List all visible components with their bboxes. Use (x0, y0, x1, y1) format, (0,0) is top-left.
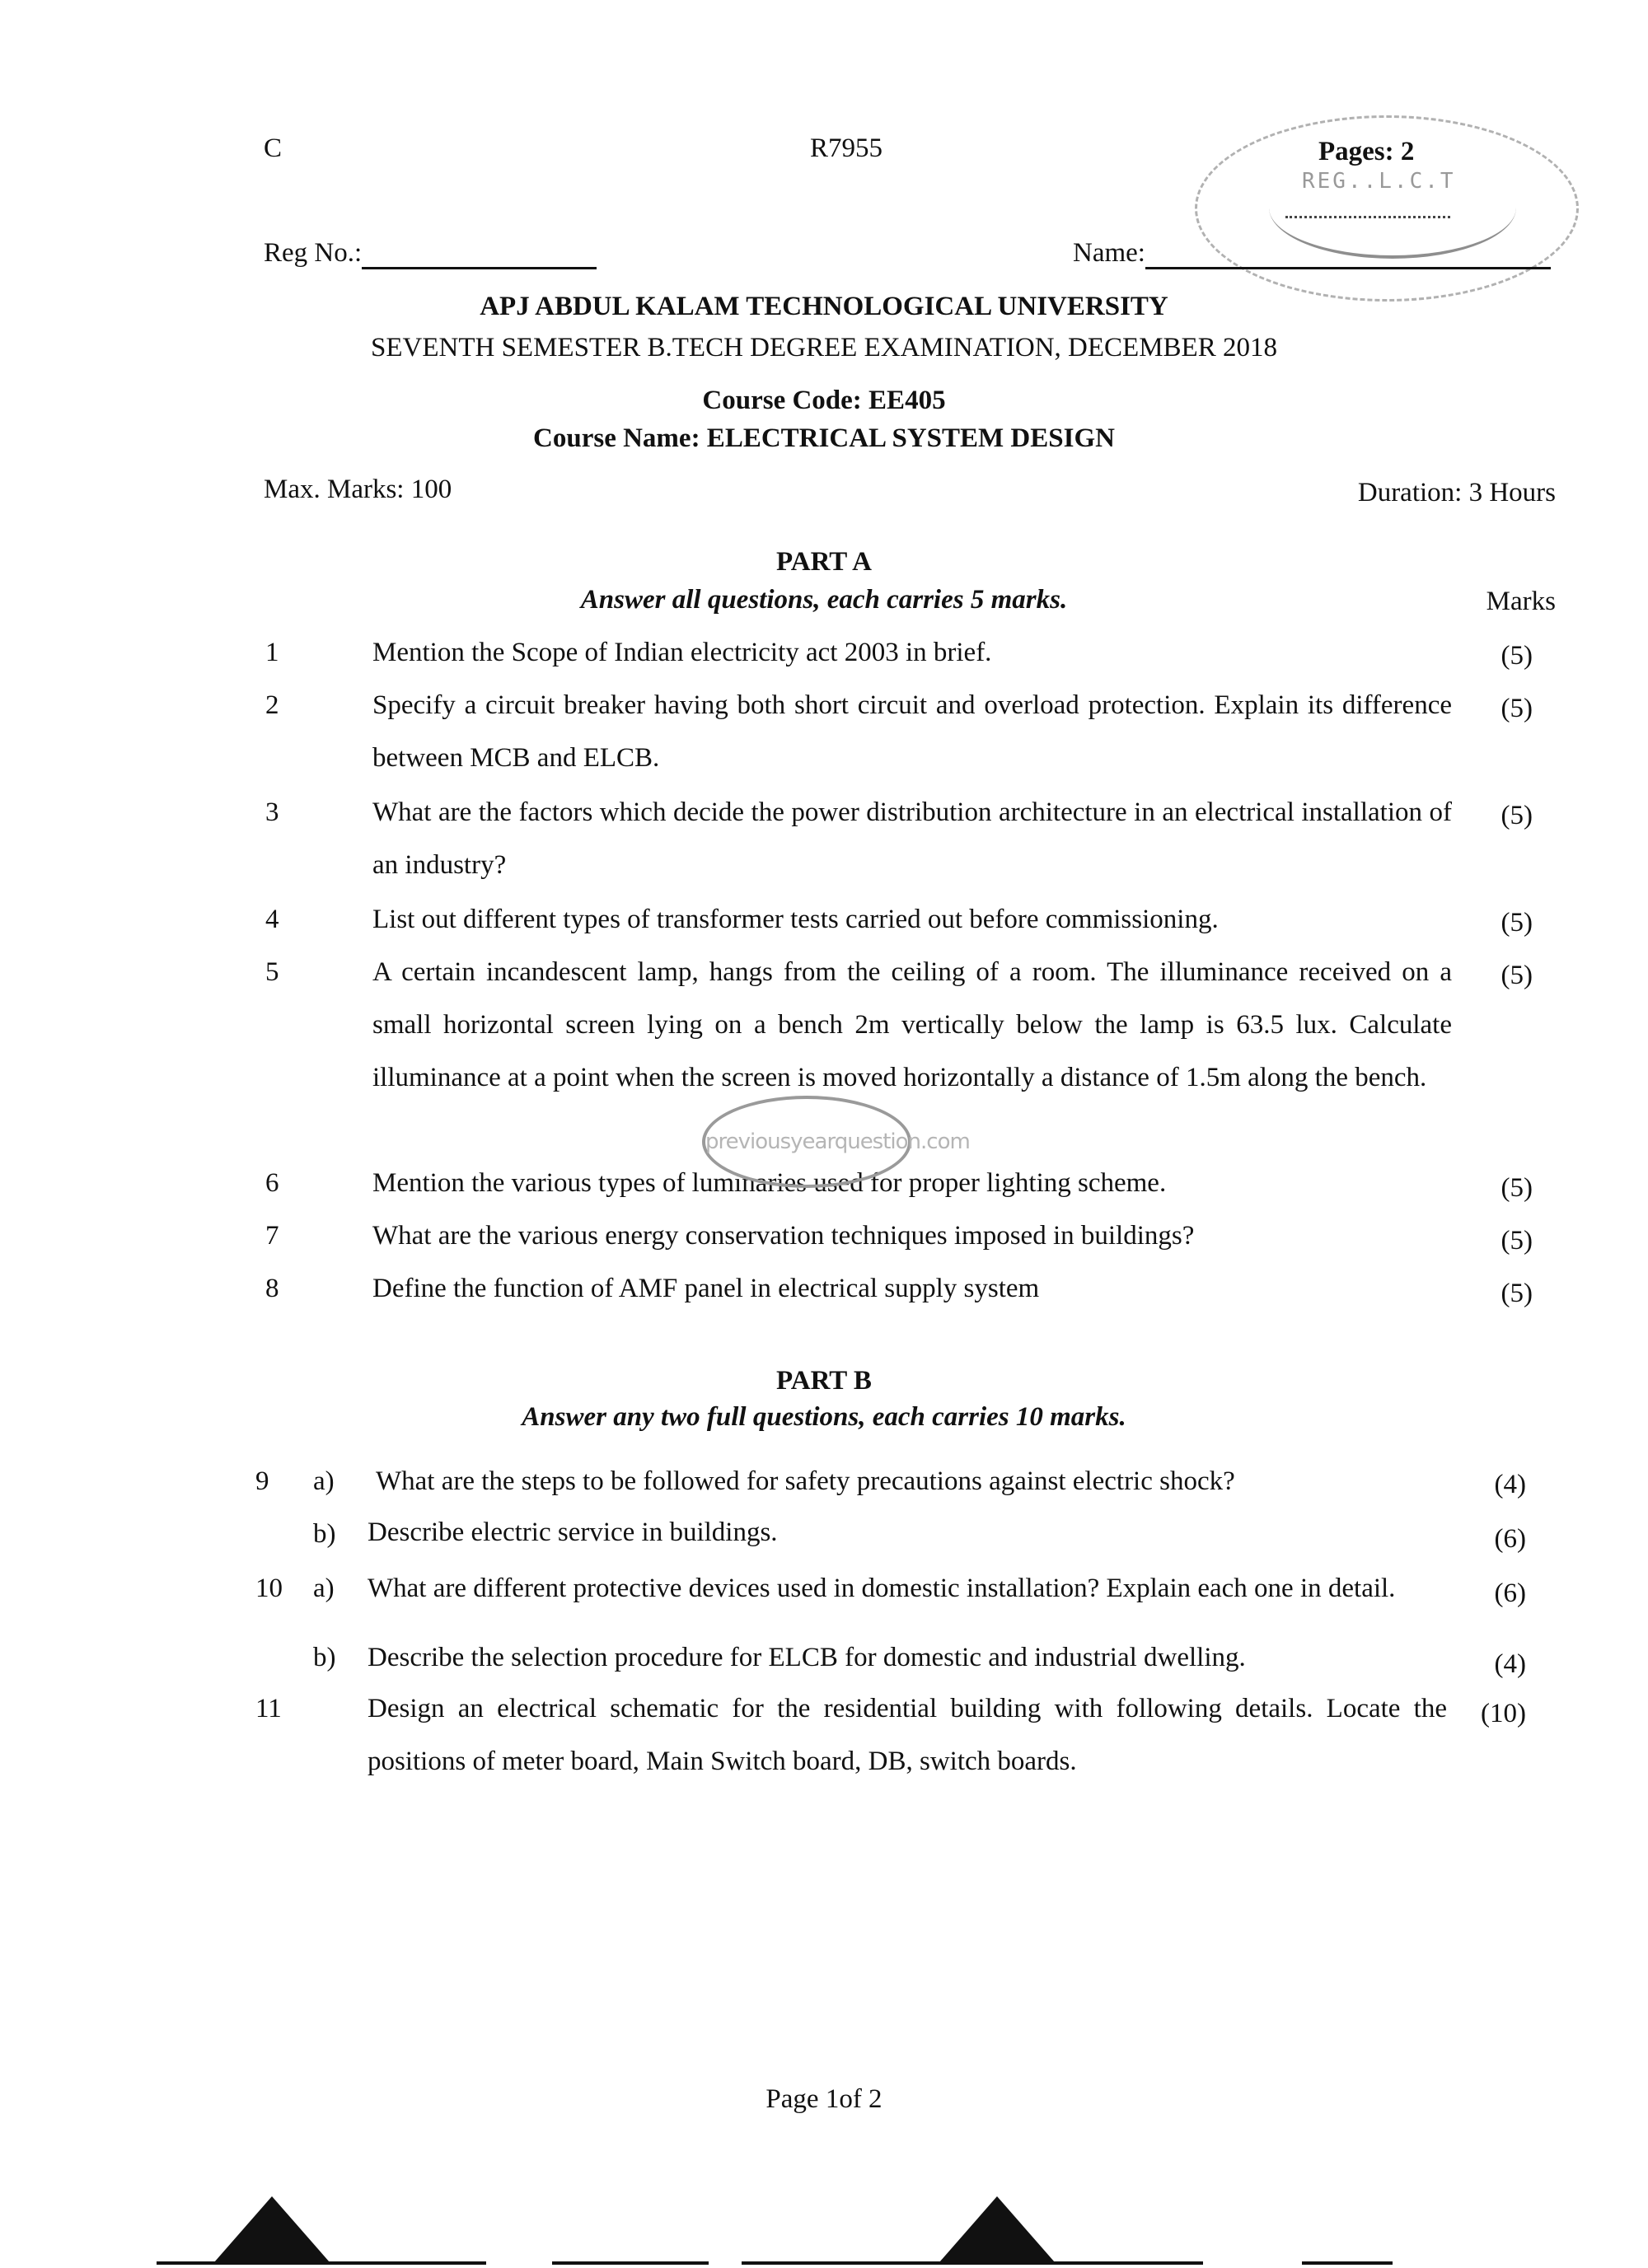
reg-no-field[interactable] (264, 234, 597, 269)
scan-artifact-line (1302, 2261, 1393, 2265)
question-marks: (10) (1481, 1699, 1526, 1728)
question-marks: (4) (1494, 1470, 1526, 1499)
pages-count: Pages: 2 (1318, 137, 1415, 166)
question-subpart: b) (313, 1519, 336, 1549)
scan-artifact-line (742, 2261, 1203, 2265)
question-marks: (5) (1501, 801, 1533, 830)
name-blank[interactable] (1145, 234, 1551, 269)
duration: Duration: 3 Hours (1357, 478, 1556, 507)
question-marks: (4) (1494, 1649, 1526, 1679)
question-text: Mention the Scope of Indian electricity act 2003 in brief. (372, 638, 992, 667)
question-text: What are different protective devices used in domestic installation? Explain each one in detail. (368, 1574, 1396, 1603)
question-marks: (5) (1501, 641, 1533, 671)
question-text: Define the function of AMF panel in electrical supply system (372, 1274, 1040, 1303)
question-number: 10 (255, 1574, 283, 1603)
question-marks: (6) (1494, 1578, 1526, 1608)
question-marks: (5) (1501, 908, 1533, 938)
exam-title: SEVENTH SEMESTER B.TECH DEGREE EXAMINATION, DECEMBER 2018 (371, 333, 1277, 362)
paper-code: R7955 (810, 133, 883, 163)
question-marks: (5) (1501, 961, 1533, 990)
scan-artifact-line (157, 2261, 486, 2265)
reg-no-blank[interactable] (362, 234, 597, 269)
series-letter: C (264, 133, 283, 163)
part-a-instruction: Answer all questions, each carries 5 marks. (580, 585, 1068, 615)
question-marks: (5) (1501, 694, 1533, 723)
question-text: Describe the selection procedure for ELCB for domestic and industrial dwelling. (368, 1643, 1246, 1672)
scan-artifact (939, 2196, 1055, 2262)
watermark: previousyearquestion.com (702, 1096, 911, 1188)
question-number: 2 (265, 690, 279, 720)
seal-stamp-dotted-line (1285, 216, 1450, 218)
question-marks: (5) (1501, 1279, 1533, 1308)
question-text: Specify a circuit breaker having both short circuit and overload protection. Explain its difference between MCB and ELCB. (372, 690, 1452, 773)
question-number: 11 (255, 1694, 282, 1723)
question-marks: (5) (1501, 1226, 1533, 1256)
question-text: Describe electric service in buildings. (368, 1517, 778, 1547)
question-number: 7 (265, 1221, 279, 1251)
question-number: 5 (265, 957, 279, 987)
question-subpart: b) (313, 1643, 336, 1672)
question-number: 1 (265, 638, 279, 667)
page-number: Page 1of 2 (765, 2084, 883, 2114)
question-text: What are the steps to be followed for safety precautions against electric shock? (376, 1466, 1235, 1496)
question-text: List out different types of transformer tests carried out before commissioning. (372, 905, 1219, 934)
question-marks: (6) (1494, 1524, 1526, 1554)
question-number: 4 (265, 905, 279, 934)
question-number: 6 (265, 1168, 279, 1198)
question-text: What are the various energy conservation techniques imposed in buildings? (372, 1221, 1195, 1251)
question-number: 9 (255, 1466, 269, 1496)
question-text: Mention the various types of luminaries used for proper lighting scheme. (372, 1168, 1167, 1198)
question-subpart: a) (313, 1466, 335, 1496)
question-marks: (5) (1501, 1173, 1533, 1203)
name-field[interactable] (1073, 234, 1551, 269)
scan-artifact (214, 2196, 330, 2262)
university-name: APJ ABDUL KALAM TECHNOLOGICAL UNIVERSITY (480, 292, 1168, 321)
course-name: Course Name: ELECTRICAL SYSTEM DESIGN (533, 423, 1115, 453)
question-text: A certain incandescent lamp, hangs from the ceiling of a room. The illuminance received on a small horizontal screen lying on a bench 2m vertically below the lamp is 63.5 lux. Calculate illuminance at a point when the screen is moved horizontally a distance of 1.5m along the bench. (372, 957, 1452, 1092)
course-code: Course Code: EE405 (702, 386, 946, 415)
question-text: Design an electrical schematic for the residential building with following details. Locate the positions of meter board, Main Switch board, DB, switch boards. (368, 1694, 1447, 1776)
part-b-instruction: Answer any two full questions, each carries 10 marks. (522, 1402, 1126, 1432)
question-subpart: a) (313, 1574, 335, 1603)
part-b-heading: PART B (776, 1366, 872, 1396)
seal-stamp-faint-text: REG..L.C.T (1302, 169, 1456, 194)
question-text: What are the factors which decide the power distribution architecture in an electrical installation of an industry? (372, 797, 1452, 880)
scan-artifact-line (552, 2261, 709, 2265)
question-number: 3 (265, 797, 279, 827)
question-number: 8 (265, 1274, 279, 1303)
marks-column-header: Marks (1486, 587, 1556, 616)
max-marks: Max. Marks: 100 (264, 475, 452, 504)
part-a-heading: PART A (776, 547, 872, 577)
name-label: Name: (1073, 238, 1145, 268)
reg-no-label: Reg No.: (264, 238, 363, 268)
